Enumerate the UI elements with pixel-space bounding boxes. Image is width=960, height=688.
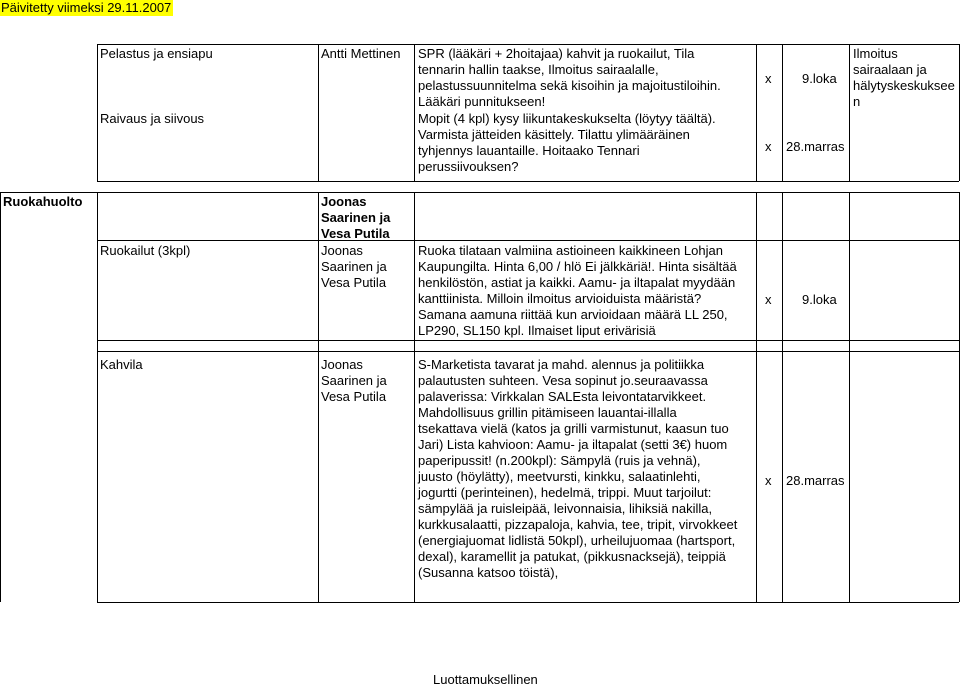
last-updated: Päivitetty viimeksi 29.11.2007 bbox=[1, 0, 172, 15]
date-cell: 9.loka bbox=[802, 292, 837, 307]
grid-line bbox=[0, 192, 959, 193]
grid-line bbox=[414, 192, 415, 602]
grid-line bbox=[849, 192, 850, 602]
grid-line bbox=[318, 192, 319, 602]
grid-line bbox=[97, 181, 959, 182]
person-cell: Antti Mettinen bbox=[321, 46, 401, 61]
grid-line bbox=[782, 192, 783, 602]
mark-cell: x bbox=[765, 71, 772, 86]
footer-text: Luottamuksellinen bbox=[433, 672, 538, 687]
grid-line bbox=[97, 602, 959, 603]
grid-line bbox=[849, 44, 850, 181]
grid-line bbox=[97, 44, 98, 181]
grid-line bbox=[97, 340, 959, 341]
grid-line bbox=[97, 351, 959, 352]
task-cell: Kahvila bbox=[100, 357, 143, 372]
grid-line bbox=[756, 192, 757, 602]
mark-cell: x bbox=[765, 473, 772, 488]
grid-line bbox=[0, 192, 1, 602]
grid-line bbox=[782, 44, 783, 181]
person-cell: Joonas Saarinen ja Vesa Putila bbox=[321, 243, 387, 290]
task-cell: Ruokailut (3kpl) bbox=[100, 243, 191, 258]
date-cell: 28.marras bbox=[786, 139, 845, 154]
person-cell: Joonas Saarinen ja Vesa Putila bbox=[321, 357, 387, 404]
grid-line bbox=[318, 44, 319, 181]
section-title: Ruokahuolto bbox=[3, 194, 83, 209]
mark-cell: x bbox=[765, 139, 772, 154]
date-cell: 28.marras bbox=[786, 473, 845, 488]
grid-line bbox=[414, 44, 415, 181]
task-cell: Raivaus ja siivous bbox=[100, 111, 205, 126]
grid-line bbox=[97, 192, 98, 602]
description-cell: Mopit (4 kpl) kysy liikuntakeskukselta (löytyy täältä). Varmista jätteiden käsittely. Tilattu ylimääräinen tyhjennys lauantaille. Hoitaako Tennari perussiivouksen? bbox=[418, 111, 716, 174]
description-cell: SPR (lääkäri + 2hoitajaa) kahvit ja ruokailut, Tila tennarin hallin taakse, Ilmoitus sairaalalle, pelastussuunnitelma sekä kisoihin ja majoitustiloihin. Lääkäri punnitukseen! bbox=[418, 46, 721, 109]
grid-line bbox=[97, 240, 959, 241]
mark-cell: x bbox=[765, 292, 772, 307]
note-cell: Ilmoitus sairaalaan ja hälytyskeskuksee n bbox=[853, 46, 955, 109]
date-cell: 9.loka bbox=[802, 71, 837, 86]
description-cell: S-Marketista tavarat ja mahd. alennus ja politiikka palautusten suhteen. Vesa sopinut jo.seuraavassa palaverissa: Virkkalan SALEsta leivontatarvikkeet. Mahdollisuus grillin pitämiseen lauantai-illalla tsekattava vielä (katos ja grilli varmistunut, kaasun tuo Jari) Lista kahvioon: Aamu- ja iltapalat (setti 3€) huom paperipussit! (n.200kpl): Sämpylä (ruis ja vehnä), juusto (höylätty), meetvursti, kinkku, salaatinlehti, jogurtti (perinteinen), hedelmä, trippi. Muut tarjoilut: sämpylää ja ruisleipää, leivonnaisia, lihiksiä nakilla, kurkkusalaatti, pizzapaloja, kahvia, tee, tripit, virvokkeet (energiajuomat lidlistä 50kpl), urheilujuomaa (hartsport, dexal), karamellit ja patukat, (pikkusnacksejä), teippiä (Susanna katsoo töistä), bbox=[418, 357, 738, 580]
description-cell: Ruoka tilataan valmiina astioineen kaikkineen Lohjan Kaupungilta. Hinta 6,00 / hlö Ei jälkkäriä!. Hinta sisältää henkilöstön, astiat ja kaikki. Aamu- ja iltapalat myydään kanttiinista. Milloin ilmoitus arvioiduista määristä? Samana aamuna riittää kun arvioidaan määrä LL 250, LP290, SL150 kpl. Ilmaiset liput erivärisiä bbox=[418, 243, 737, 338]
grid-line bbox=[756, 44, 757, 181]
section-person: Joonas Saarinen ja Vesa Putila bbox=[321, 194, 391, 241]
grid-line bbox=[97, 44, 959, 45]
task-cell: Pelastus ja ensiapu bbox=[100, 46, 213, 61]
